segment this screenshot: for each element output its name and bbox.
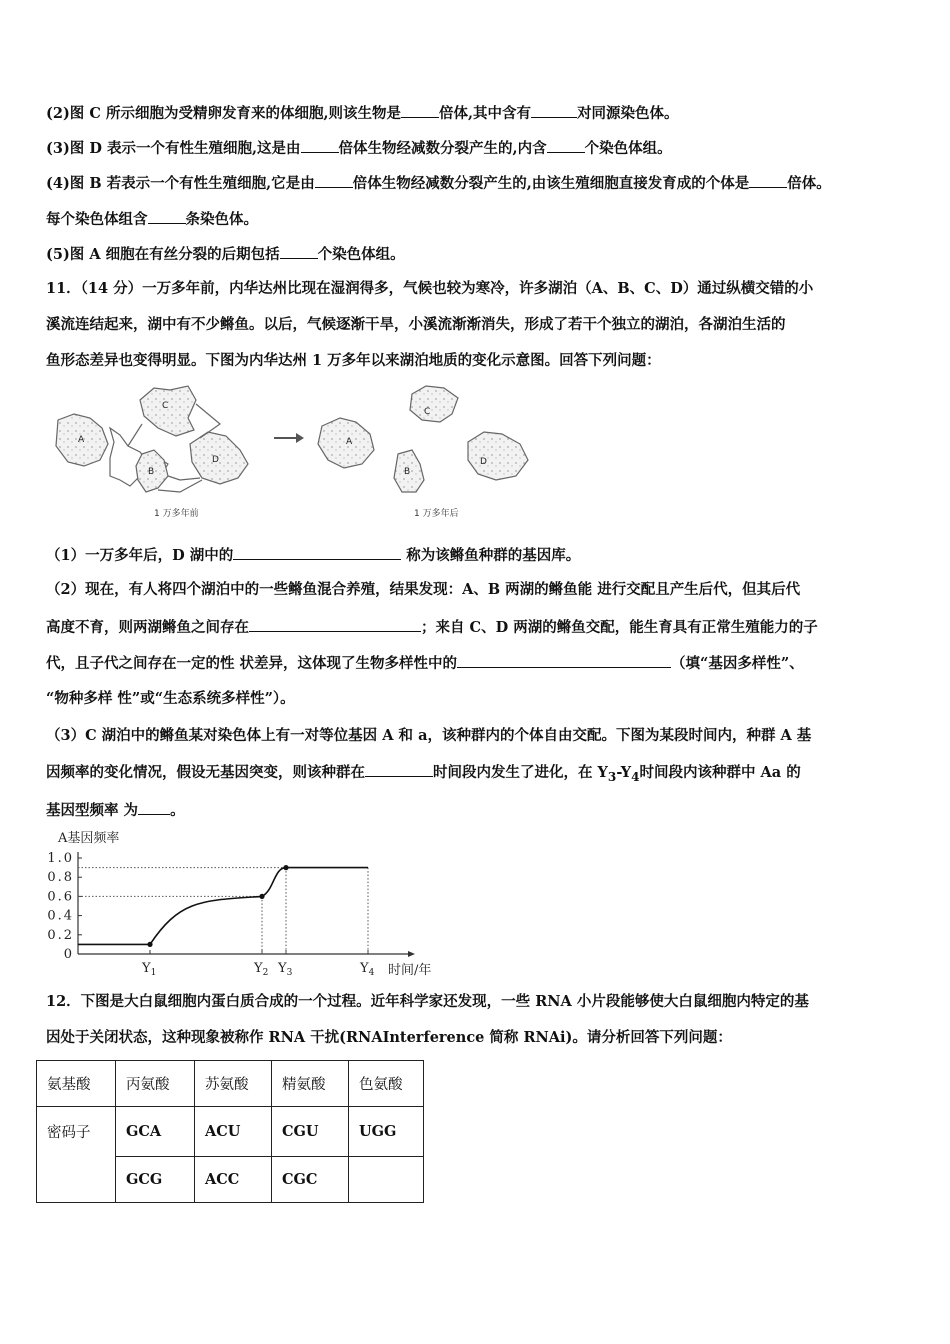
answer-blank[interactable] bbox=[315, 173, 353, 188]
y-tick-label: 0.6 bbox=[47, 889, 74, 905]
y-axis-label: A基因频率 bbox=[58, 831, 120, 846]
q11-intro-2: 溪流连结起来，湖中有不少鳉鱼。以后，气候逐渐干旱，小溪流渐渐消失，形成了若干个独立的湖泊，各湖泊生活的 bbox=[46, 316, 786, 333]
data-point bbox=[259, 894, 264, 899]
lake-c-after bbox=[410, 386, 458, 422]
q10-line-2: (2)图 C 所示细胞为受精卵发育来的体细胞,则该生物是 倍体,其中含有 对同源染色体。 bbox=[46, 105, 679, 122]
codon-table bbox=[36, 1060, 424, 1203]
caption-before: 1 万多年前 bbox=[154, 509, 199, 519]
map-label: B bbox=[148, 467, 155, 477]
x-tick-label: $Y_4$ bbox=[360, 961, 375, 978]
table-cell: CGU bbox=[272, 1107, 349, 1157]
map-label: C bbox=[424, 407, 431, 417]
map-label: D bbox=[212, 455, 219, 465]
row-label-cell: 密码子 bbox=[37, 1107, 116, 1203]
table-header-cell: 氨基酸 bbox=[37, 1061, 116, 1107]
q11-p3c: 基因型频率 为 。 bbox=[46, 802, 185, 819]
answer-blank[interactable] bbox=[531, 103, 577, 118]
table-header-cell: 丙氨酸 bbox=[116, 1061, 195, 1107]
lake-d-after bbox=[468, 432, 528, 480]
table-row bbox=[37, 1061, 424, 1107]
answer-blank[interactable] bbox=[249, 617, 421, 632]
q12-intro-1: 12．下图是大白鼠细胞内蛋白质合成的一个过程。近年科学家还发现，一些 RNA 小片段能够使大白鼠细胞内特定的基 bbox=[46, 993, 809, 1010]
table-cell: CGC bbox=[272, 1157, 349, 1203]
answer-blank[interactable] bbox=[457, 653, 671, 668]
table-cell: GCG bbox=[116, 1157, 195, 1203]
y-tick-label: 0 bbox=[63, 947, 74, 962]
table-cell bbox=[349, 1157, 424, 1203]
map-label: D bbox=[480, 457, 487, 467]
answer-blank[interactable] bbox=[301, 138, 339, 153]
y-tick-label: 0.8 bbox=[47, 870, 74, 886]
q11-p2a: （2）现在，有人将四个湖泊中的一些鳉鱼混合养殖，结果发现：A、B 两湖的鳉鱼能 进行交配且产生后代，但其后代 bbox=[46, 581, 801, 598]
x-tick-label: $Y_2$ bbox=[254, 961, 269, 978]
y-tick-label: 0.2 bbox=[47, 927, 74, 943]
answer-blank[interactable] bbox=[547, 138, 585, 153]
answer-blank[interactable] bbox=[138, 800, 170, 815]
y-tick-label: 1.0 bbox=[47, 851, 74, 866]
q10-line-4b: 每个染色体组含 条染色体。 bbox=[46, 211, 258, 228]
answer-blank[interactable] bbox=[148, 209, 186, 224]
x-tick-label: $Y_3$ bbox=[278, 961, 293, 978]
q11-p3b: 因频率的变化情况，假设无基因突变，则该种群在 时间段内发生了进化，在 $Y_3-Y_4$时间段内该种群中 Aa 的 bbox=[46, 764, 801, 784]
table-header-cell: 苏氨酸 bbox=[195, 1061, 272, 1107]
data-point bbox=[147, 942, 152, 947]
answer-blank[interactable] bbox=[280, 244, 318, 259]
x-tick-subscript: 2 bbox=[262, 968, 269, 978]
table-row bbox=[37, 1107, 424, 1157]
caption-after: 1 万多年后 bbox=[414, 509, 459, 519]
answer-blank[interactable] bbox=[365, 762, 433, 777]
table-header-cell: 色氨酸 bbox=[349, 1061, 424, 1107]
map-label: A bbox=[346, 437, 353, 447]
y-tick-label: 0.4 bbox=[47, 908, 74, 924]
lake-d-before bbox=[190, 432, 248, 484]
q11-p2c: 代，且子代之间存在一定的性 状差异，这体现了生物多样性中的 （填“基因多样性”、 bbox=[46, 655, 804, 672]
map-label: B bbox=[404, 467, 411, 477]
table-cell: ACU bbox=[195, 1107, 272, 1157]
q10-line-5: (5)图 A 细胞在有丝分裂的后期包括 个染色体组。 bbox=[46, 246, 405, 263]
x-tick-subscript: 3 bbox=[286, 968, 293, 978]
data-point bbox=[283, 865, 288, 870]
q11-intro-1: 11．（14 分）一万多年前，内华达州比现在湿润得多，气候也较为寒冷，许多湖泊（A、B、C、D）通过纵横交错的小 bbox=[46, 280, 814, 297]
x-tick-subscript: 4 bbox=[368, 968, 375, 978]
x-axis-label: 时间/年 bbox=[388, 963, 432, 978]
series-line bbox=[78, 868, 368, 945]
table-header-cell: 精氨酸 bbox=[272, 1061, 349, 1107]
q11-intro-3: 鱼形态差异也变得明显。下图为内华达州 1 万多年以来湖泊地质的变化示意图。回答下列问题： bbox=[46, 352, 661, 369]
lake-map-figure bbox=[50, 380, 540, 525]
x-axis-arrow bbox=[408, 951, 415, 957]
table-cell: GCA bbox=[116, 1107, 195, 1157]
answer-blank[interactable] bbox=[233, 545, 401, 560]
q11-p3a: （3）C 湖泊中的鳉鱼某对染色体上有一对等位基因 A 和 a，该种群内的个体自由交配。下图为某段时间内，种群 A 基 bbox=[46, 727, 812, 744]
q12-intro-2: 因处于关闭状态，这种现象被称作 RNA 干扰(RNAInterference 简称 RNAi)。请分析回答下列问题： bbox=[46, 1029, 732, 1046]
table-cell: ACC bbox=[195, 1157, 272, 1203]
q11-p2d: “物种多样 性”或“生态系统多样性”）。 bbox=[46, 690, 295, 707]
lake-c-before bbox=[140, 386, 196, 436]
map-label: C bbox=[162, 401, 169, 411]
x-tick-subscript: 1 bbox=[150, 968, 157, 978]
x-tick-label: $Y_1$ bbox=[142, 961, 157, 978]
q11-p1: （1）一万多年后，D 湖中的 称为该鳉鱼种群的基因库。 bbox=[46, 547, 581, 564]
q10-line-4: (4)图 B 若表示一个有性生殖细胞,它是由 倍体生物经减数分裂产生的,由该生殖细胞直接发育成的个体是 倍体。 bbox=[46, 175, 831, 192]
answer-blank[interactable] bbox=[749, 173, 787, 188]
arrow-icon bbox=[274, 433, 304, 443]
q10-line-3: (3)图 D 表示一个有性生殖细胞,这是由 倍体生物经减数分裂产生的,内含 个染色体组。 bbox=[46, 140, 672, 157]
map-label: A bbox=[78, 435, 85, 445]
allele-frequency-chart bbox=[40, 828, 460, 978]
table-cell: UGG bbox=[349, 1107, 424, 1157]
q11-p2b: 高度不育，则两湖鳉鱼之间存在 ；来自 C、D 两湖的鳉鱼交配，能生育具有正常生殖能力的子 bbox=[46, 619, 818, 636]
answer-blank[interactable] bbox=[401, 103, 439, 118]
